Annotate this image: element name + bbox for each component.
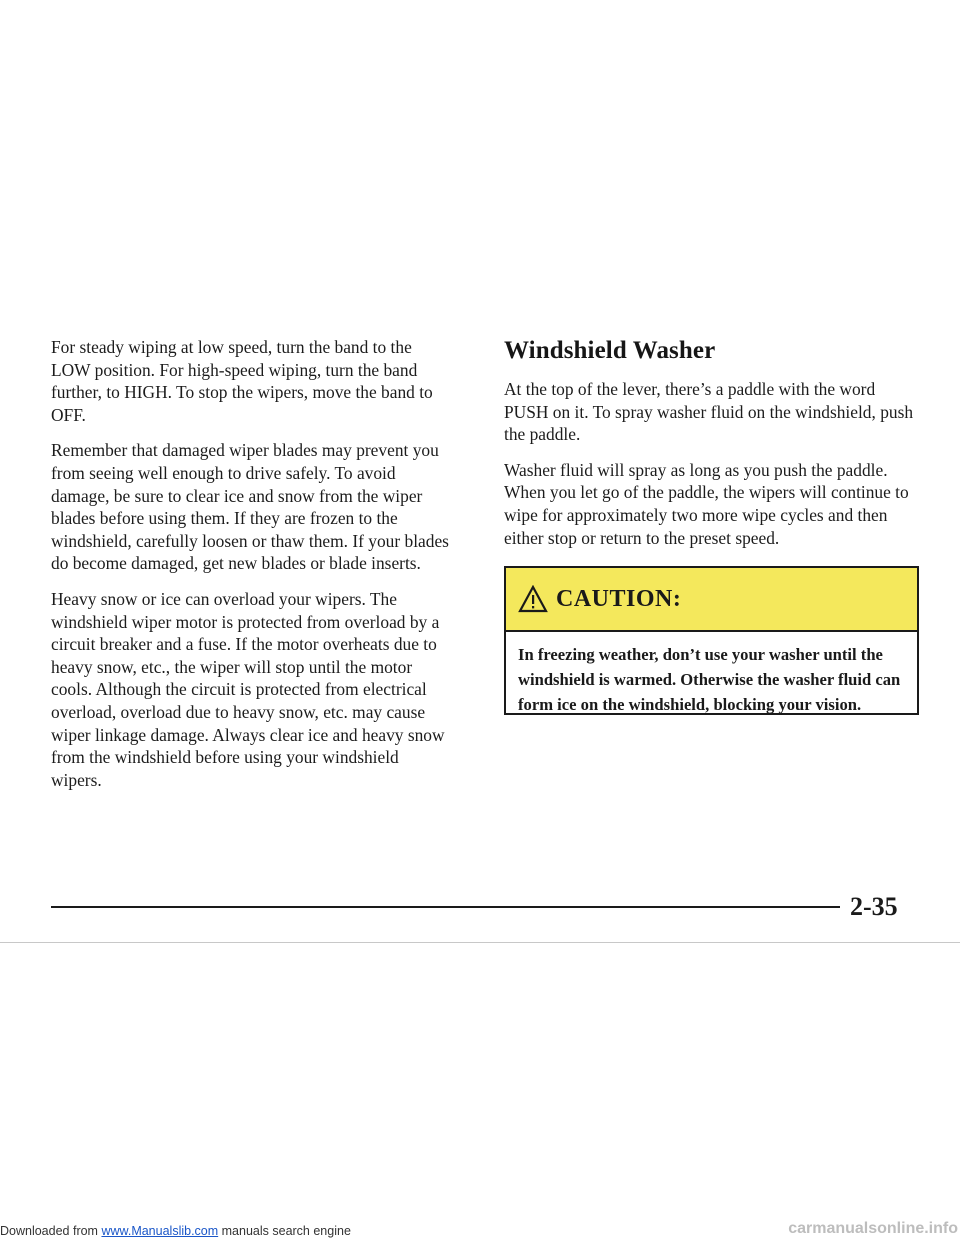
scan-line (0, 942, 960, 943)
page-number: 2-35 (850, 892, 898, 921)
caution-box (504, 566, 919, 715)
download-footer (0, 1224, 351, 1238)
caution-text: In freezing weather, don’t use your washer until the windshield is warmed. Otherwise the washer fluid can form ice on the windshield, blocking your vision. (518, 645, 901, 714)
section-heading: Windshield Washer (504, 337, 716, 364)
footer-rule (51, 906, 840, 908)
paragraph-overload: Heavy snow or ice can overload your wipers. The windshield wiper motor is protected from overload by a circuit breaker and a fuse. If the motor overheats due to heavy snow, etc., the wiper will stop until the motor cools. Although the circuit is protected from electrical overload, overload due to heavy snow, etc. may cause wiper linkage damage. Always clear ice and heavy snow from the windshield before using your windshield wipers. (51, 588, 445, 790)
paragraph-wiper-speed: For steady wiping at low speed, turn the band to the LOW position. For high-speed wiping, turn the band further, to HIGH. To stop the wipers, move the band to OFF. (51, 337, 433, 425)
warning-triangle-icon (518, 585, 548, 613)
footer-prefix: Downloaded from (0, 1224, 102, 1238)
watermark: carmanualsonline.info (788, 1220, 958, 1237)
left-column (51, 336, 451, 804)
caution-header (506, 568, 917, 632)
manualslib-link[interactable]: www.Manualslib.com (101, 1224, 219, 1238)
footer-suffix: manuals search engine (218, 1224, 351, 1238)
paragraph-washer-paddle: At the top of the lever, there’s a paddle with the word PUSH on it. To spray washer fluid on the windshield, push the paddle. (504, 379, 914, 445)
paragraph-washer-spray: Washer fluid will spray as long as you push the paddle. When you let go of the paddle, the wipers will continue to wipe for approximately two more wipe cycles and then either stop or return to the preset speed. (504, 459, 909, 548)
right-column (504, 336, 920, 562)
paragraph-damaged-blades: Remember that damaged wiper blades may prevent you from seeing well enough to drive safely. To avoid damage, be sure to clear ice and snow from the wiper blades before using them. If they are frozen to the windshield, carefully loosen or thaw them. If your blades do become damaged, get new blades or blade inserts. (51, 440, 449, 574)
caution-title: CAUTION: (556, 585, 682, 612)
